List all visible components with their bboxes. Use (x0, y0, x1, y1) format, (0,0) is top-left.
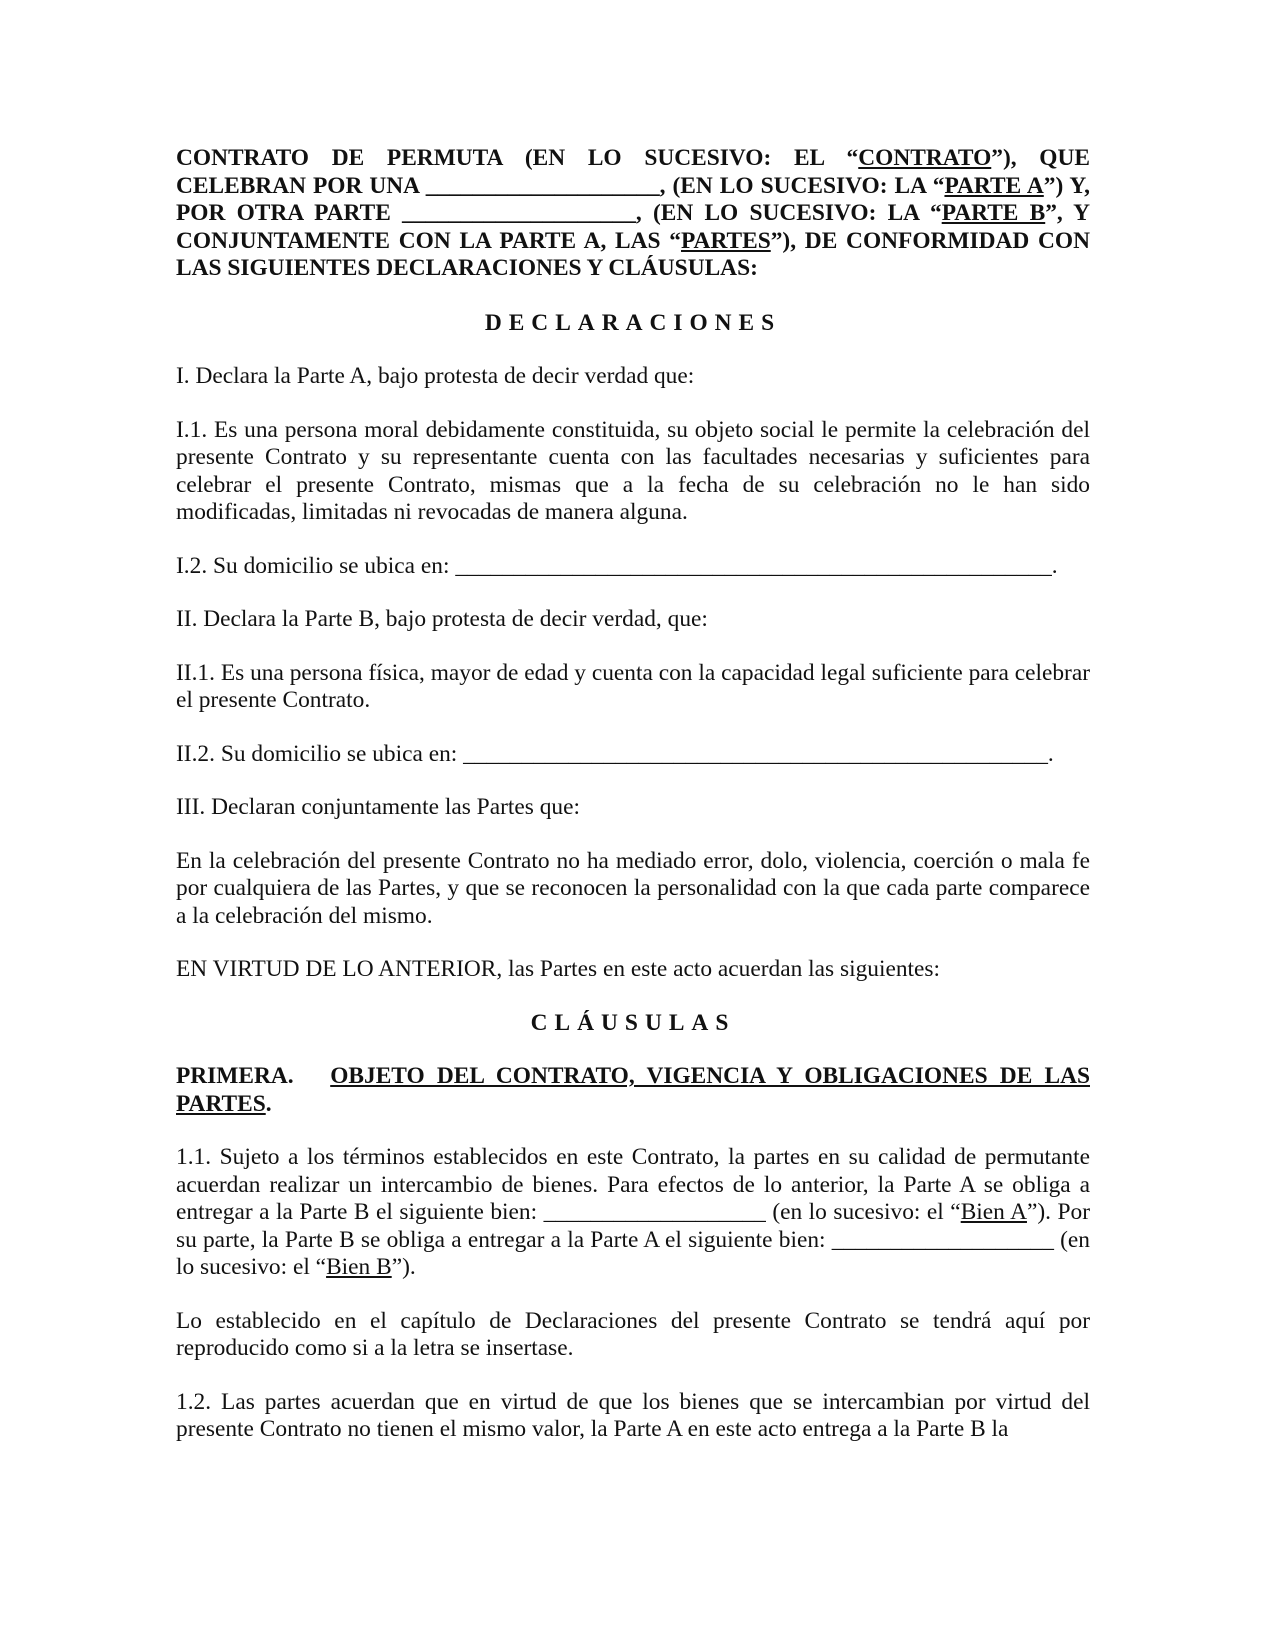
declaration-II-2: II.2. Su domicilio se ubica en: __________________________________________________. (176, 740, 1054, 767)
clause-title-end: . (265, 1090, 272, 1117)
title-defined-term: PARTE B (941, 200, 1046, 226)
title-text: ”, Y CONJUNTAMENTE CON LA PARTE A, LAS “ (176, 200, 1090, 254)
declaration-II: II. Declara la Parte B, bajo protesta de decir verdad, que: (176, 606, 708, 632)
clause-1-2: 1.2. Las partes acuerdan que en virtud de que los bienes que se intercambian por virtud del presente Contrato no tienen el mismo valor, la Parte A en este acto entrega a la Parte B la (176, 1388, 1090, 1442)
clause-text: ”). Por su parte, la Parte B se obliga a entregar a la Parte A el siguiente bien: ___________________ (en lo sucesivo: el “ (176, 1199, 1090, 1280)
document-page (176, 145, 1090, 1444)
declaration-I-1: I.1. Es una persona moral debidamente constituida, su objeto social le permite la celebración del presente Contrato y su representante cuenta con las facultades necesarias y suficientes para celebrar el presente Contrato, mismas que a la fecha de su celebración no le han sido modificadas, limitadas ni revocadas de manera alguna. (176, 416, 1090, 525)
declaration-I: I. Declara la Parte A, bajo protesta de decir verdad que: (176, 363, 695, 389)
contract-title (176, 145, 1090, 283)
title-text: ”) Y, POR OTRA PARTE ____________________, (EN LO SUCESIVO: LA “ (176, 172, 1090, 226)
title-text: CONTRATO DE PERMUTA (EN LO SUCESIVO: EL “ (176, 145, 859, 171)
defined-term-bien-a: Bien A (960, 1199, 1027, 1225)
declaraciones-heading: DECLARACIONES (484, 309, 782, 336)
clause-primera-heading (176, 1063, 1090, 1118)
title-text: ”), QUE CELEBRAN POR UNA ____________________, (EN LO SUCESIVO: LA “ (176, 145, 1090, 199)
title-defined-term: PARTES (681, 227, 771, 254)
declaration-III-text: En la celebración del presente Contrato no ha mediado error, dolo, violencia, coerción o mala fe por cualquiera de las Partes, y que se reconocen la personalidad con la que cada parte comparece a la celebración del mismo. (176, 847, 1090, 929)
declaration-II-1: II.1. Es una persona física, mayor de edad y cuenta con la capacidad legal suficiente para celebrar el presente Contrato. (176, 659, 1090, 713)
clause-1-1 (176, 1144, 1090, 1282)
en-virtud-paragraph: EN VIRTUD DE LO ANTERIOR, las Partes en este acto acuerdan las siguientes: (176, 956, 941, 982)
clause-title: OBJETO DEL CONTRATO, VIGENCIA Y OBLIGACIONES DE LAS PARTES (176, 1063, 1090, 1117)
clause-text: ”). (391, 1254, 416, 1280)
clause-text: 1.1. Sujeto a los términos establecidos en este Contrato, la partes en su calidad de permutante acuerdan realizar un intercambio de bienes. Para efectos de lo anterior, la Parte A se obliga a entregar a la Parte B el siguiente bien: ___________________ (en lo sucesivo: el “ (176, 1144, 1090, 1225)
clause-reproducido: Lo establecido en el capítulo de Declaraciones del presente Contrato se tendrá aquí por reproducido como si a la letra se insertase. (176, 1307, 1090, 1361)
title-defined-term: PARTE A (944, 172, 1044, 199)
declaration-III: III. Declaran conjuntamente las Partes que: (176, 794, 580, 820)
clause-label: PRIMERA. (176, 1063, 294, 1089)
title-text: ”), DE CONFORMIDAD CON LAS SIGUIENTES DECLARACIONES Y CLÁUSULAS: (176, 227, 1090, 281)
clausulas-heading: CLÁUSULAS (530, 1009, 736, 1036)
declaration-I-2: I.2. Su domicilio se ubica en: ___________________________________________________. (176, 552, 1058, 579)
title-defined-term: CONTRATO (858, 145, 992, 171)
defined-term-bien-b: Bien B (326, 1254, 392, 1280)
